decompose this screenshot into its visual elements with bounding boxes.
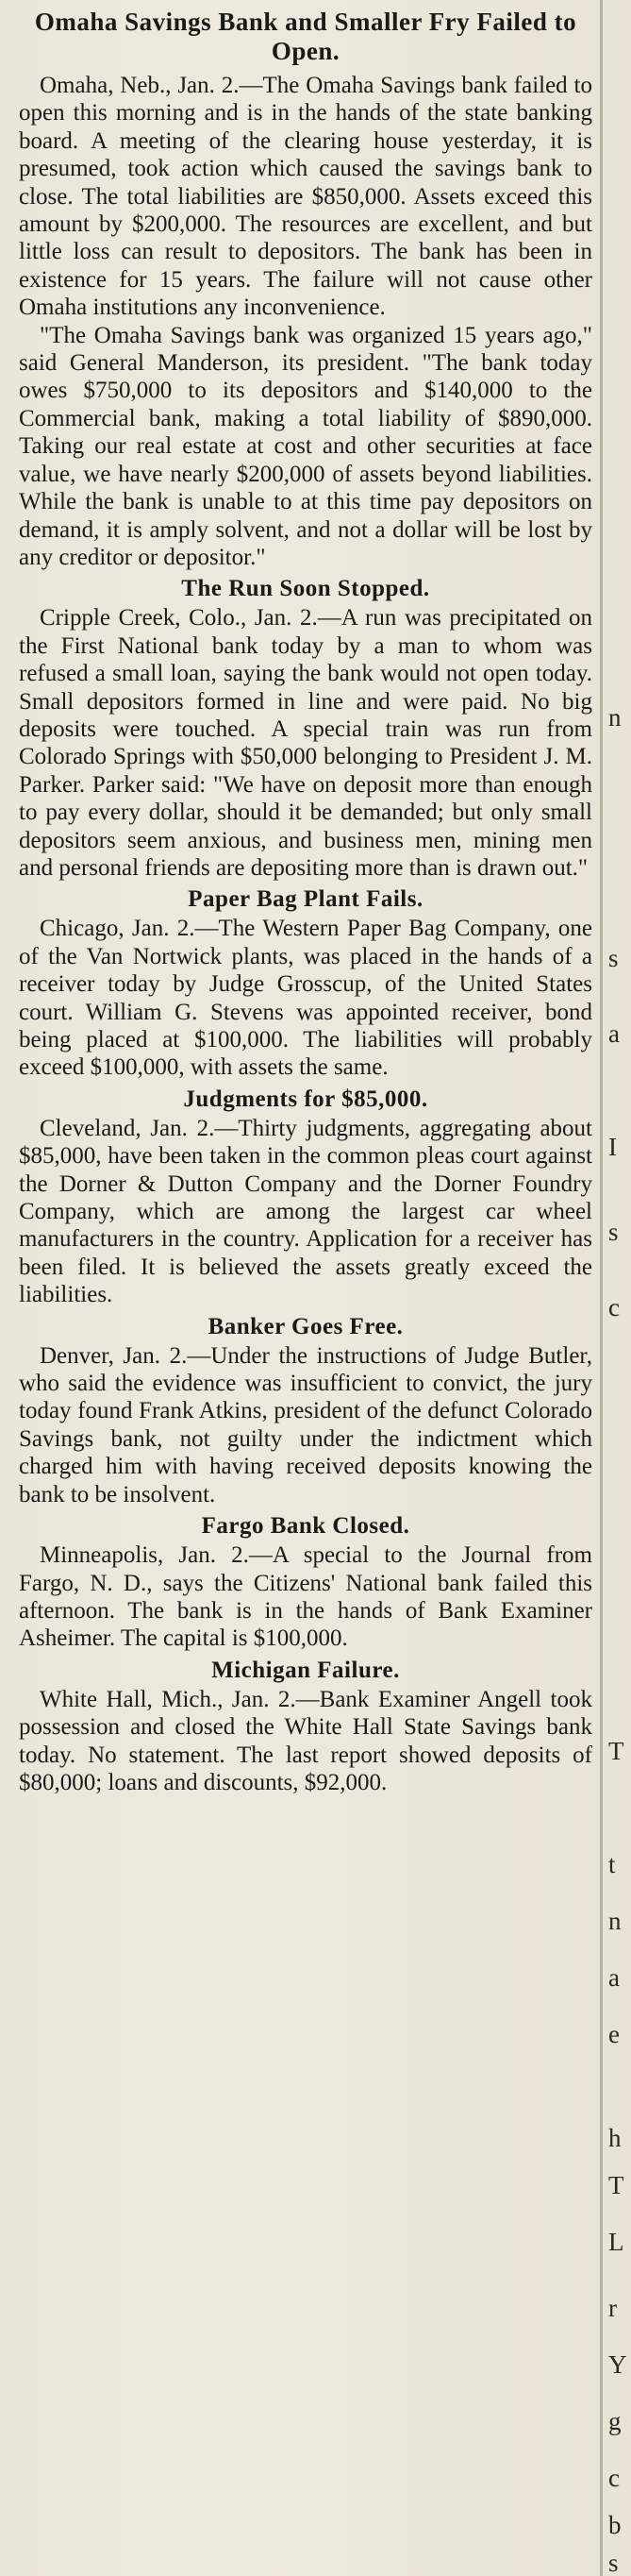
neighbor-letter: t <box>608 1850 616 1878</box>
neighbor-letter: I <box>608 1133 617 1161</box>
neighbor-letter: b <box>608 2511 622 2539</box>
article-run-stopped <box>19 575 592 882</box>
article-headline: Paper Bag Plant Fails. <box>188 886 423 913</box>
neighbor-letter: n <box>608 1907 622 1935</box>
article-paragraph: Minneapolis, Jan. 2.—A special to the Journal from Fargo, N. D., says the Citizens' National bank failed this afternoon. The bank is in the hands of Bank Examiner Asheimer. The capital is $100,000. <box>19 1542 592 1652</box>
article-fargo-bank <box>19 1512 592 1653</box>
neighbor-letter: s <box>608 1218 619 1246</box>
article-paragraph: Cripple Creek, Colo., Jan. 2.—A run was precipitated on the First National bank today by a man to whom was refused a small loan, saying the bank would not open today. Small depositors formed in line and were paid. No big deposits were touched. A special train was run from Colorado Springs with $50,000 belonging to President J. M. Parker. Parker said: "We have on deposit more than enough to pay every dollar, should it be demanded; but only small depositors seem anxious, and business men, mining men and personal friends are depositing more than is drawn out." <box>19 605 592 881</box>
article-headline: Judgments for $85,000. <box>183 1086 428 1112</box>
article-headline: The Run Soon Stopped. <box>181 576 430 602</box>
article-banker-free <box>19 1313 592 1508</box>
neighbor-letter: s <box>608 2549 619 2576</box>
neighbor-letter: T <box>608 1737 624 1765</box>
article-omaha-savings <box>19 8 592 571</box>
neighbor-letter: Y <box>608 2350 627 2379</box>
article-headline: Michigan Failure. <box>211 1657 400 1683</box>
neighbor-letter: g <box>608 2407 622 2435</box>
article-paragraph: "The Omaha Savings bank was organized 15 years ago," said General Manderson, its president. "The bank today owes $750,000 to its depositors and $140,000 to the Commercial bank, making a total liability of $890,000. Taking our real estate at cost and other securities at face value, we have nearly $200,000 of assets beyond liabilities. While the bank is unable to at this time pay depositors on demand, it is amply solvent, and not a dollar will be lost by any creditor or depositor." <box>19 322 592 570</box>
neighbor-letter: L <box>608 2228 624 2256</box>
neighbor-letter: r <box>608 2294 617 2322</box>
article-paper-bag <box>19 885 592 1081</box>
article-headline: Omaha Savings Bank and Smaller Fry Failed to Open. <box>34 8 577 65</box>
neighbor-letter: T <box>608 2171 624 2199</box>
neighbor-letter: a <box>608 1019 620 1048</box>
neighbor-letter: c <box>608 1293 620 1322</box>
neighbor-letter: n <box>608 703 622 732</box>
neighbor-letter: e <box>608 2020 620 2048</box>
adjacent-column-fragment <box>608 0 631 2576</box>
article-headline: Fargo Bank Closed. <box>201 1513 410 1540</box>
neighbor-letter: h <box>608 2124 622 2152</box>
neighbor-letter: s <box>608 944 619 972</box>
article-paragraph: Omaha, Neb., Jan. 2.—The Omaha Savings bank failed to open this morning and is in the hands of the state banking board. A meeting of the clearing house yesterday, it is presumed, took action which caused the savings bank to close. The total liabilities are $850,000. Assets exceed this amount by $200,000. The resources are excellent, and but little loss can result to depositors. The bank has been in existence for 15 years. The failure will not cause other Omaha institutions any inconvenience. <box>19 73 592 321</box>
article-paragraph: Cleveland, Jan. 2.—Thirty judgments, aggregating about $85,000, have been taken in the common pleas court against the Dorner & Dutton Company and the Dorner Foundry Company, which are among the largest car wheel manufacturers in the country. Application for a receiver has been filed. It is believed the assets greatly exceed the liabilities. <box>19 1115 592 1308</box>
article-paragraph: White Hall, Mich., Jan. 2.—Bank Examiner Angell took possession and closed the White Hall State Savings bank today. No statement. The last report showed deposits of $80,000; loans and discounts, $92,000. <box>19 1686 592 1795</box>
article-paragraph: Chicago, Jan. 2.—The Western Paper Bag Company, one of the Van Nortwick plants, was placed in the hands of a receiver today by Judge Grosscup, of the United States court. William G. Stevens was appointed receiver, bond being placed at $100,000. The liabilities will probably exceed $100,000, with assets the same. <box>19 916 592 1081</box>
neighbor-letter: a <box>608 1963 620 1992</box>
neighbor-letter: c <box>608 2464 620 2492</box>
article-michigan <box>19 1657 592 1797</box>
article-judgments <box>19 1086 592 1309</box>
news-column <box>19 8 592 1796</box>
article-paragraph: Denver, Jan. 2.—Under the instructions of Judge Butler, who said the evidence was insufficient to convict, the jury today found Frank Atkins, president of the defunct Colorado Savings bank, not guilty under the indictment which charged him with having received deposits knowing the bank to be insolvent. <box>19 1342 592 1507</box>
column-rule <box>600 0 603 2576</box>
article-headline: Banker Goes Free. <box>208 1313 404 1339</box>
